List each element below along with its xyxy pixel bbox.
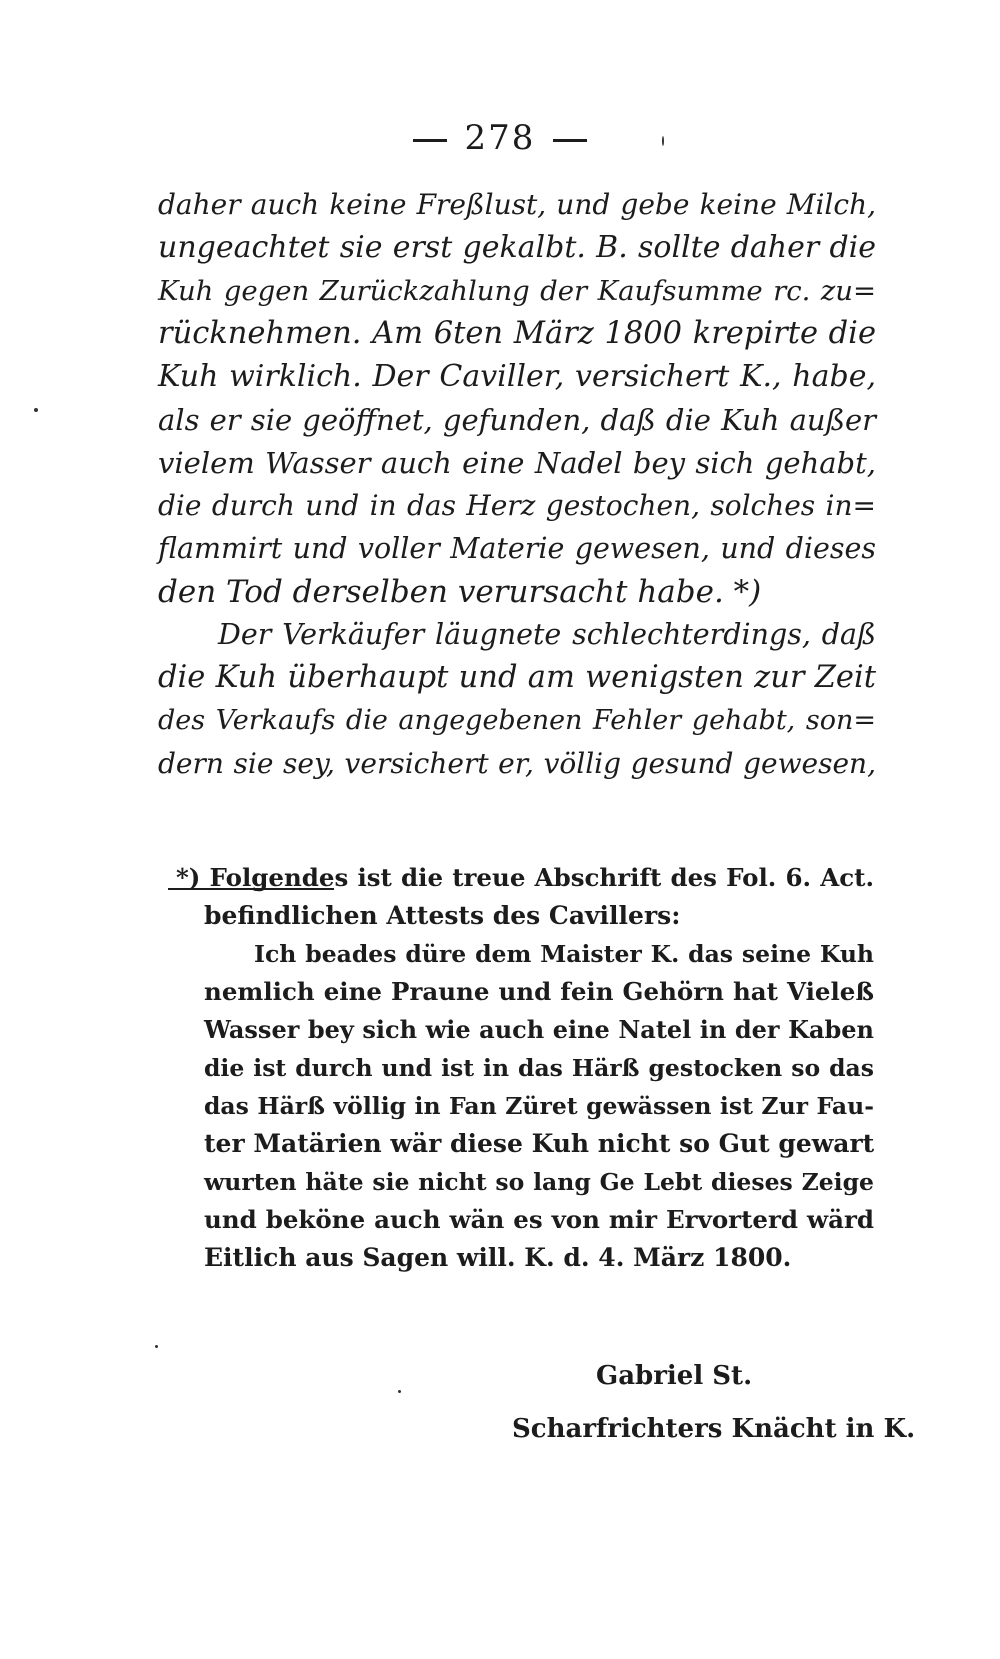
body-line: als er sie geöffnet, gefunden, daß die Kuh außer — [158, 403, 876, 437]
footnote-line: *) Folgendes ist die treue Abschrift des Fol. 6. Act. — [176, 863, 874, 892]
paper-speck — [662, 136, 664, 146]
header-dash-left — [413, 139, 447, 142]
paper-speck — [34, 408, 38, 412]
body-line: rücknehmen. Am 6ten März 1800 krepirte die — [158, 316, 876, 351]
body-line: ungeachtet sie erst gekalbt. B. sollte daher die — [158, 230, 876, 265]
body-paragraph-start: Der Verkäufer läugnete schlechterdings, daß — [218, 618, 876, 651]
body-line: flammirt und voller Materie gewesen, und dieses — [158, 532, 876, 565]
body-line: des Verkaufs die angegebenen Fehler gehabt, son= — [158, 705, 876, 736]
footnote-line: wurten häte sie nicht so lang Ge Lebt dieses Zeige — [204, 1168, 874, 1196]
body-line: die durch und in das Herz gestochen, solches in= — [158, 489, 876, 522]
footnote-line: und beköne auch wän es von mir Ervorterd wärd — [204, 1205, 874, 1234]
footnote-line: nemlich eine Praune und fein Gehörn hat Vieleß — [204, 977, 874, 1006]
signature-title: Scharfrichters Knächt in K. — [512, 1414, 916, 1444]
footnote-line: Ich beades düre dem Maister K. das seine Kuh — [254, 940, 874, 968]
body-line: Kuh wirklich. Der Caviller, versichert K., habe, — [158, 359, 876, 394]
body-line: vielem Wasser auch eine Nadel bey sich gehabt, — [158, 446, 876, 480]
page-header — [0, 118, 1000, 158]
body-line: Kuh gegen Zurückzahlung der Kaufsumme rc. zu= — [158, 275, 876, 307]
body-line: die Kuh überhaupt und am wenigsten zur Zeit — [158, 660, 876, 695]
paper-speck — [398, 1390, 401, 1393]
body-line: den Tod derselben verursacht habe. *) — [158, 574, 762, 610]
footnote-line: das Härß völlig in Fan Züret gewässen ist Zur Fau- — [204, 1092, 874, 1120]
signature-name: Gabriel St. — [596, 1361, 753, 1391]
footnote-line: befindlichen Attests des Cavillers: — [204, 901, 681, 930]
footnote-line: ter Matärien wär diese Kuh nicht so Gut gewart — [204, 1129, 875, 1158]
body-line: dern sie sey, versichert er, völlig gesund gewesen, — [158, 747, 876, 780]
paper-speck — [155, 1345, 158, 1348]
footnote-line: die ist durch und ist in das Härß gestocken so das — [204, 1054, 874, 1082]
body-line: daher auch keine Freßlust, und gebe keine Milch, — [158, 188, 876, 221]
page-number: 278 — [464, 118, 536, 158]
footnote-line: Wasser bey sich wie auch eine Natel in der Kaben — [204, 1015, 874, 1044]
header-dash-right — [553, 139, 587, 142]
footnote-line: Eitlich aus Sagen will. K. d. 4. März 1800. — [204, 1243, 792, 1272]
